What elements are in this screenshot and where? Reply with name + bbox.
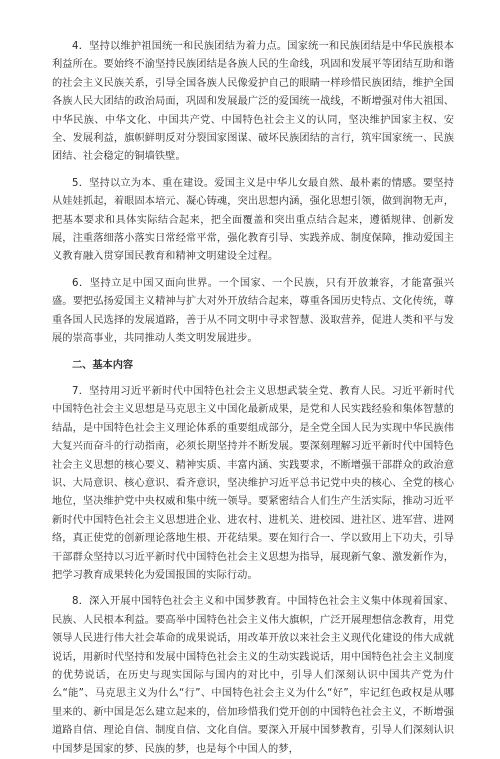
paragraph-4: 4．坚持以维护祖国统一和民族团结为着力点。国家统一和民族团结是中华民族根本利益所在。要始终不渝坚持民族团结是各族人民的生命线，巩固和发展平等团结互助和谐的社会主义民族关系，引导全国各族人民像爱护自己的眼睛一样珍惜民族团结，维护全国各族人民大团结的政治局面，巩固和发展最广泛的爱国统一战线，不断增强对伟大祖国、中华民族、中华文化、中国共产党、中国特色社会主义的认同，坚决维护国家主权、安全、发展利益，旗帜鲜明反对分裂国家图谋、破坏民族团结的言行，筑牢国家统一、民族团结、社会稳定的铜墙铁壁。 [52, 41, 454, 163]
section-heading-basic-content: 二、基本内容 [72, 359, 134, 371]
paragraph-7: 7．坚持用习近平新时代中国特色社会主义思想武装全党、教育人民。习近平新时代中国特色社会主义思想是马克思主义中国化最新成果，是党和人民实践经验和集体智慧的结晶，是中国特色社会主义理论体系的重要组成部分，是全党全国人民为实现中华民族伟大复兴而奋斗的行动指南，必须长期坚持并不断发展。要深刻理解习近平新时代中国特色社会主义思想的核心要义、精神实质、丰富内涵、实践要求，不断增强干部群众的政治意识、大局意识、核心意识、看齐意识，坚决维护习近平总书记党中央的核心、全党的核心地位，坚决维护党中央权威和集中统一领导。要紧密结合人们生产生活实际，推动习近平新时代中国特色社会主义思想进企业、进农村、进机关、进校园、进社区、进军营、进网络，真正使党的创新理论落地生根、开花结果。要在知行合一、学以致用上下功夫，引导干部群众坚持以习近平新时代中国特色社会主义思想为指导，展现新气象、激发新作为，把学习教育成果转化为爱国报国的实际行动。 [52, 385, 454, 581]
paragraph-6: 6．坚持立足中国又面向世界。一个国家、一个民族，只有开放兼容，才能富强兴盛。要把弘扬爱国主义精神与扩大对外开放结合起来，尊重各国历史特点、文化传统，尊重各国人民选择的发展道路，善于从不同文明中寻求智慧、汲取营养，促进人类和平与发展的崇高事业，共同推动人类文明发展进步。 [52, 277, 454, 345]
paragraph-5: 5．坚持以立为本、重在建设。爱国主义是中华儿女最自然、最朴素的情感。要坚持从娃娃抓起，着眼固本培元、凝心铸魂，突出思想内涵，强化思想引领，做到润物无声，把基本要求和具体实际结合起来，把全面覆盖和突出重点结合起来，遵循规律、创新发展，注重落细落小落实日常经常平常，强化教育引导、实践养成、制度保障，推动爱国主义教育融入贯穿国民教育和精神文明建设全过程。 [52, 177, 454, 263]
paragraph-8: 8．深入开展中国特色社会主义和中国梦教育。中国特色社会主义集中体现着国家、民族、人民根本利益。要高举中国特色社会主义伟大旗帜，广泛开展理想信念教育，用党领导人民进行伟大社会革命的成果说话，用改革开放以来社会主义现代化建设的伟大成就说话，用新时代坚持和发展中国特色社会主义的生动实践说话，用中国特色社会主义制度的优势说话，在历史与现实国际与国内的对比中，引导人们深刻认识中国共产党为什么“能”、马克思主义为什么“行”、中国特色社会主义为什么“好”，牢记红色政权是从哪里来的、新中国是怎么建立起来的，倍加珍惜我们党开创的中国特色社会主义，不断增强道路自信、理论自信、制度自信、文化自信。要深入开展中国梦教育，引导人们深刻认识中国梦是国家的梦、民族的梦，也是每个中国人的梦， [52, 596, 454, 755]
